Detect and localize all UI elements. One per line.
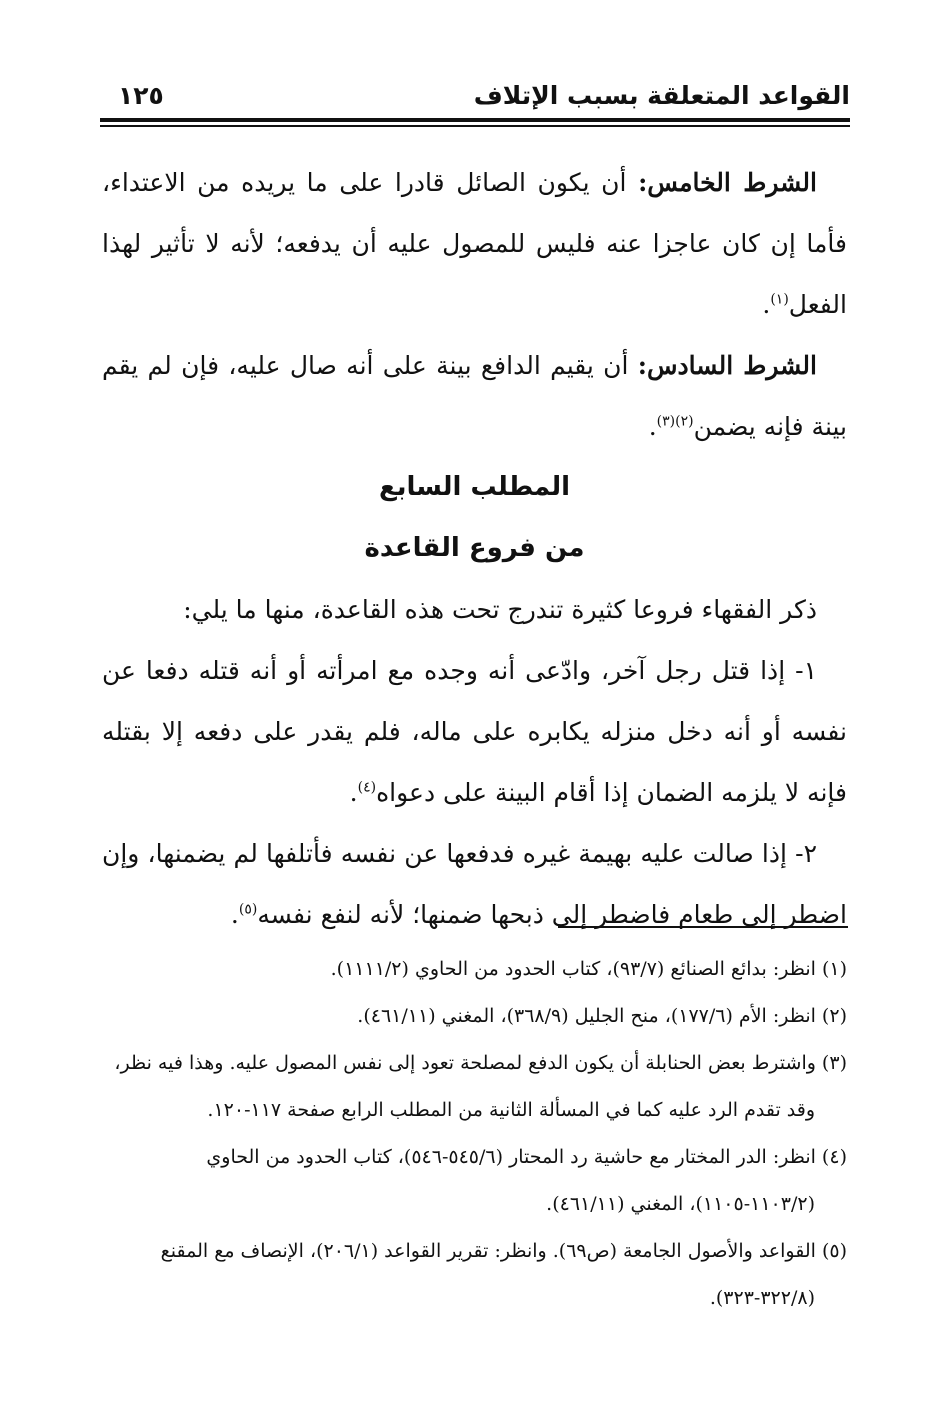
section-subheading: من فروع القاعدة [364, 533, 585, 563]
footnote-1 [102, 946, 847, 993]
footnote-5 [102, 1228, 847, 1322]
footnote-ref-2-3[interactable]: (٢)(٣) [656, 413, 694, 430]
section-heading: المطلب السابع [378, 472, 571, 502]
footnote-4 [102, 1134, 847, 1228]
main-text [102, 152, 847, 945]
footnote-3 [102, 1040, 847, 1134]
footnote-3-line-2: وقد تقدم الرد عليه كما في المسألة الثانية من المطلب الرابع صفحة ١١٧-١٢٠. [207, 1099, 815, 1121]
condition-six-term: الشرط السادس: [637, 351, 817, 380]
footnote-1-text: (١) انظر: بدائع الصنائع (٩٣/٧)، كتاب الحدود من الحاوي (١١١١/٢). [330, 958, 847, 980]
footnote-ref-1[interactable]: (١) [770, 291, 789, 308]
footnote-4-line-2: (١١٠٣/٢-١١٠٥)، المغني (٤٦١/١١). [546, 1193, 815, 1215]
page-header [100, 70, 850, 114]
footnote-ref-5[interactable]: (٥) [238, 901, 258, 918]
branch-item-1-end: . [349, 778, 358, 807]
condition-five-term: الشرط الخامس: [638, 168, 817, 197]
footnote-5-line-1: (٥) القواعد والأصول الجامعة (ص٦٩). وانظر: تقرير القواعد (٢٠٦/١)، الإنصاف مع المقنع [160, 1240, 847, 1262]
branch-item-2-end: . [230, 900, 239, 929]
intro-paragraph: ذكر الفقهاء فروعا كثيرة تندرج تحت هذه القاعدة، منها ما يلي: [183, 595, 817, 624]
footnote-separator [558, 926, 848, 928]
footnote-2-text: (٢) انظر: الأم (١٧٧/٦)، منح الجليل (٣٦٨/٩)، المغني (٤٦١/١١). [357, 1005, 847, 1027]
footnotes [102, 946, 847, 1322]
footnote-3-line-1: (٣) واشترط بعض الحنابلة أن يكون الدفع لمصلحة تعود إلى نفس المصول عليه. وهذا فيه نظر، [114, 1052, 847, 1074]
header-rule [100, 118, 850, 127]
branch-item-2-text: ٢- إذا صالت عليه بهيمة غيره فدفعها عن نفسه فأتلفها لم يضمنها، وإن اضطر إلى طعام فاضطر إلى ذبحها ضمنها؛ لأنه لنفع نفسه [102, 839, 847, 929]
condition-six-text: أن يقيم الدافع بينة على أنه صال عليه، فإن لم يقم بينة فإنه يضمن [102, 351, 847, 441]
branch-item-1 [102, 640, 847, 823]
branch-item-1-text: ١- إذا قتل رجل آخر، وادّعى أنه وجده مع امرأته أو أنه قتله دفعا عن نفسه أو أنه دخل منزله يكابره على ماله، فلم يقدر على دفعه إلا بقتله فإنه لا يلزمه الضمان إذا أقام البينة على دعواه [102, 656, 847, 807]
condition-five-paragraph [102, 152, 847, 335]
footnote-2 [102, 993, 847, 1040]
footnote-4-line-1: (٤) انظر: الدر المختار مع حاشية رد المحتار (٥٤٥/٦-٥٤٦)، كتاب الحدود من الحاوي [206, 1146, 847, 1168]
footnote-ref-4[interactable]: (٤) [357, 779, 377, 796]
running-title: القواعد المتعلقة بسبب الإتلاف [473, 81, 850, 110]
condition-five-end: . [762, 290, 771, 319]
condition-six-paragraph [102, 335, 847, 457]
condition-five-text: أن يكون الصائل قادرا على ما يريده من الاعتداء، فأما إن كان عاجزا عنه فليس للمصول عليه أن يدفعه؛ لأنه لا تأثير لهذا الفعل [102, 168, 847, 319]
footnote-5-line-2: (٣٢٢/٨-٣٢٣). [709, 1287, 815, 1309]
condition-six-end: . [648, 412, 657, 441]
page-number: ١٢٥ [118, 81, 164, 110]
